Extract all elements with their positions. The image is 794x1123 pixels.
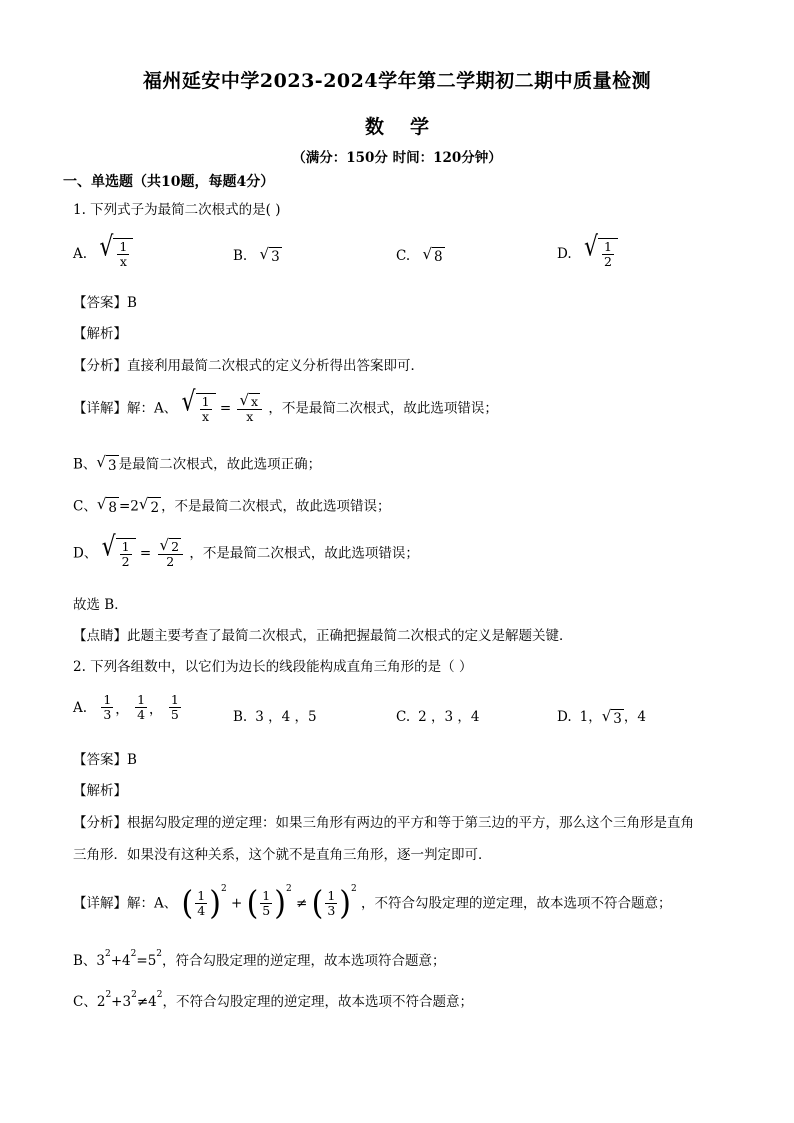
- denominator: 4: [197, 903, 206, 918]
- option-text: 3 ，4 ，5: [255, 709, 317, 725]
- sqrt-expression: [601, 706, 624, 727]
- q1-xiangjie-c: [73, 497, 391, 517]
- left-paren: (: [311, 883, 324, 923]
- sqrt-expression: [139, 497, 161, 517]
- detail-prefix: B、: [73, 456, 97, 473]
- separator: ，: [115, 701, 129, 718]
- sqrt-icon: √: [138, 495, 149, 513]
- option-label: D.: [557, 709, 572, 725]
- sqrt-icon: √: [96, 495, 107, 513]
- q1-xiangjie-d: [73, 531, 419, 569]
- detail-text: ，符合勾股定理的逆定理，故本选项符合题意；: [162, 953, 446, 969]
- q1-answer: [73, 294, 137, 312]
- sqrt-icon: √: [601, 706, 612, 725]
- sqrt-expression: [583, 231, 618, 269]
- option-label: A.: [73, 245, 88, 262]
- answer-value: B: [127, 752, 137, 768]
- sqrt-icon: √: [159, 536, 170, 554]
- numerator: 1: [119, 239, 128, 254]
- fenxi-label: 【分析】: [73, 815, 127, 831]
- dianjing-label: 【点睛】: [73, 628, 127, 644]
- exponent: 2: [220, 884, 227, 894]
- fraction: [260, 889, 272, 918]
- option-text: 1，: [579, 709, 602, 725]
- sqrt-icon: √: [259, 245, 270, 263]
- numerator: 1: [262, 888, 271, 903]
- fraction: [237, 393, 262, 424]
- sqrt-icon: √: [99, 231, 114, 263]
- exponent: 2: [105, 990, 112, 1000]
- numerator: 1: [201, 394, 210, 409]
- sqrt-icon: √: [422, 245, 432, 263]
- sqrt-expression: [260, 247, 282, 265]
- fenxi-label: 【分析】: [73, 358, 127, 374]
- exponent: 2: [285, 884, 292, 894]
- fraction: [325, 889, 337, 918]
- equals-expression: =2: [119, 498, 139, 515]
- equals-sign: =: [219, 400, 232, 417]
- q1-option-c[interactable]: [396, 247, 445, 265]
- option-label: D.: [557, 245, 572, 262]
- denominator: 5: [170, 707, 179, 722]
- denominator: 3: [327, 903, 336, 918]
- sqrt-expression: [99, 231, 133, 269]
- sqrt-expression: [422, 247, 444, 265]
- denominator: 4: [137, 707, 146, 722]
- math-term: 3: [96, 953, 106, 969]
- denominator: 3: [103, 707, 112, 722]
- q1-choose: 故选 B．: [73, 597, 128, 613]
- q2-stem: 2. 下列各组数中，以它们为边长的线段能构成直角三角形的是（ ）: [73, 659, 473, 675]
- exam-meta: （满分：150分 时间：120分钟）: [292, 150, 502, 166]
- numerator: 1: [121, 539, 130, 554]
- option-label: C.: [396, 709, 411, 725]
- q1-jiexi-label: 【解析】: [73, 326, 127, 342]
- option-text: ，4: [623, 709, 646, 725]
- q2-xiangjie-a: [73, 880, 672, 923]
- right-paren: ): [274, 883, 286, 923]
- option-text: 2 ，3 ，4: [418, 709, 480, 725]
- sqrt-icon: √: [101, 531, 116, 563]
- detail-text: 是最简二次根式，故此选项正确；: [118, 456, 322, 473]
- option-label: B.: [233, 247, 248, 264]
- radicand: 8: [106, 497, 119, 517]
- denominator: 5: [262, 903, 271, 918]
- numerator: 1: [327, 888, 336, 903]
- fraction: [195, 889, 207, 918]
- plus-sign: +: [230, 895, 243, 912]
- q2-option-d[interactable]: [557, 705, 646, 727]
- sqrt-icon: √: [239, 391, 249, 409]
- not-equal-sign: ≠: [296, 895, 308, 912]
- denominator: 2: [121, 554, 130, 569]
- separator: ，: [149, 701, 163, 718]
- q2-jiexi-label: 【解析】: [73, 783, 127, 799]
- denominator: x: [119, 254, 127, 269]
- radicand: x: [251, 394, 259, 409]
- math-term: +4: [110, 953, 131, 969]
- math-term: =5: [136, 953, 157, 969]
- radicand: 8: [434, 249, 443, 265]
- q2-xiangjie-b: [73, 945, 446, 970]
- xiangjie-label: 【详解】: [73, 400, 127, 417]
- q1-fenxi: [73, 357, 424, 375]
- denominator: 2: [166, 554, 175, 569]
- q1-xiangjie-b: [73, 455, 321, 475]
- numerator: 1: [137, 692, 146, 707]
- detail-prefix: 解：A、: [127, 400, 178, 417]
- exponent: 2: [156, 990, 163, 1000]
- detail-text: ，不是最简二次根式，故此选项错误；: [161, 498, 391, 515]
- q1-xiangjie-a: [73, 386, 498, 424]
- numerator: 1: [603, 239, 612, 254]
- q2-option-a[interactable]: [73, 693, 183, 722]
- detail-prefix: 解：A、: [127, 895, 178, 912]
- answer-label: 【答案】: [73, 295, 127, 311]
- q1-dianjing: [73, 627, 573, 645]
- subject-title: 数学: [364, 116, 455, 138]
- right-paren: ): [339, 883, 351, 923]
- fenxi-text: 直接利用最简二次根式的定义分析得出答案即可．: [127, 358, 424, 374]
- detail-prefix: C、: [73, 994, 97, 1010]
- q1-option-d[interactable]: [557, 231, 618, 269]
- sqrt-icon: √: [583, 231, 598, 263]
- fraction: [135, 693, 147, 722]
- denominator: x: [202, 409, 210, 424]
- exponent: 2: [156, 949, 163, 959]
- sqrt-icon: √: [96, 453, 106, 471]
- sqrt-icon: √: [181, 386, 196, 418]
- option-label: B.: [233, 709, 248, 725]
- detail-prefix: C、: [73, 498, 97, 515]
- q1-option-b[interactable]: [233, 247, 282, 265]
- exponent: 2: [130, 949, 137, 959]
- math-term: 2: [96, 994, 106, 1010]
- q2-option-b[interactable]: [233, 705, 317, 725]
- fraction: [169, 693, 181, 722]
- q2-fenxi-line1: [73, 814, 694, 832]
- q2-option-c[interactable]: [396, 705, 480, 725]
- answer-label: 【答案】: [73, 752, 127, 768]
- math-term: ≠4: [136, 994, 157, 1010]
- math-term: +3: [111, 994, 132, 1010]
- option-label: A.: [73, 699, 88, 716]
- radicand: 2: [171, 539, 180, 554]
- left-paren: (: [181, 883, 194, 923]
- q1-option-a[interactable]: [73, 231, 133, 269]
- radicand: 2: [148, 497, 161, 517]
- sqrt-expression: [101, 531, 136, 569]
- numerator: 1: [103, 692, 112, 707]
- exponent: 2: [351, 884, 357, 894]
- dianjing-text: 此题主要考查了最简二次根式，正确把握最简二次根式的定义是解题关键．: [127, 628, 573, 644]
- denominator: x: [246, 409, 254, 424]
- equals-sign: =: [139, 545, 152, 562]
- detail-text: ，不符合勾股定理的逆定理，故本选项不符合题意；: [361, 895, 672, 912]
- section-heading: 一、单选题（共10题，每题4分）: [63, 174, 275, 190]
- detail-prefix: B、: [73, 953, 97, 969]
- sqrt-expression: [96, 455, 118, 475]
- exam-title: 福州延安中学2023-2024学年第二学期初二期中质量检测: [142, 70, 652, 92]
- exponent: 2: [105, 949, 111, 959]
- fenxi-text: 根据勾股定理的逆定理：如果三角形有两边的平方和等于第三边的平方，那么这个三角形是直角: [127, 815, 694, 831]
- right-paren: ): [209, 883, 221, 923]
- xiangjie-label: 【详解】: [73, 895, 127, 912]
- sqrt-expression: [181, 386, 216, 424]
- radicand: 3: [613, 710, 622, 727]
- numerator: 1: [170, 692, 179, 707]
- answer-value: B: [127, 295, 137, 311]
- left-paren: (: [246, 883, 259, 923]
- radicand: 3: [106, 455, 119, 475]
- q2-answer: [73, 751, 137, 769]
- detail-text: ，不符合勾股定理的逆定理，故本选项不符合题意；: [162, 994, 473, 1010]
- fraction: [158, 538, 184, 569]
- denominator: 2: [603, 254, 612, 269]
- q1-stem: 1. 下列式子为最简二次根式的是( ): [73, 202, 281, 218]
- q2-fenxi-line2: 三角形．如果没有这种关系，这个就不是直角三角形，逐一判定即可．: [73, 847, 492, 863]
- detail-text: ，不是最简二次根式，故此选项错误；: [268, 400, 498, 417]
- detail-prefix: D、: [73, 545, 98, 562]
- detail-text: ，不是最简二次根式，故此选项错误；: [189, 545, 419, 562]
- radicand: 3: [271, 249, 280, 265]
- option-label: C.: [396, 247, 411, 264]
- q2-xiangjie-c: [73, 986, 473, 1011]
- sqrt-expression: [97, 497, 119, 517]
- exponent: 2: [131, 990, 137, 1000]
- fraction: [101, 693, 113, 722]
- numerator: 1: [197, 888, 206, 903]
